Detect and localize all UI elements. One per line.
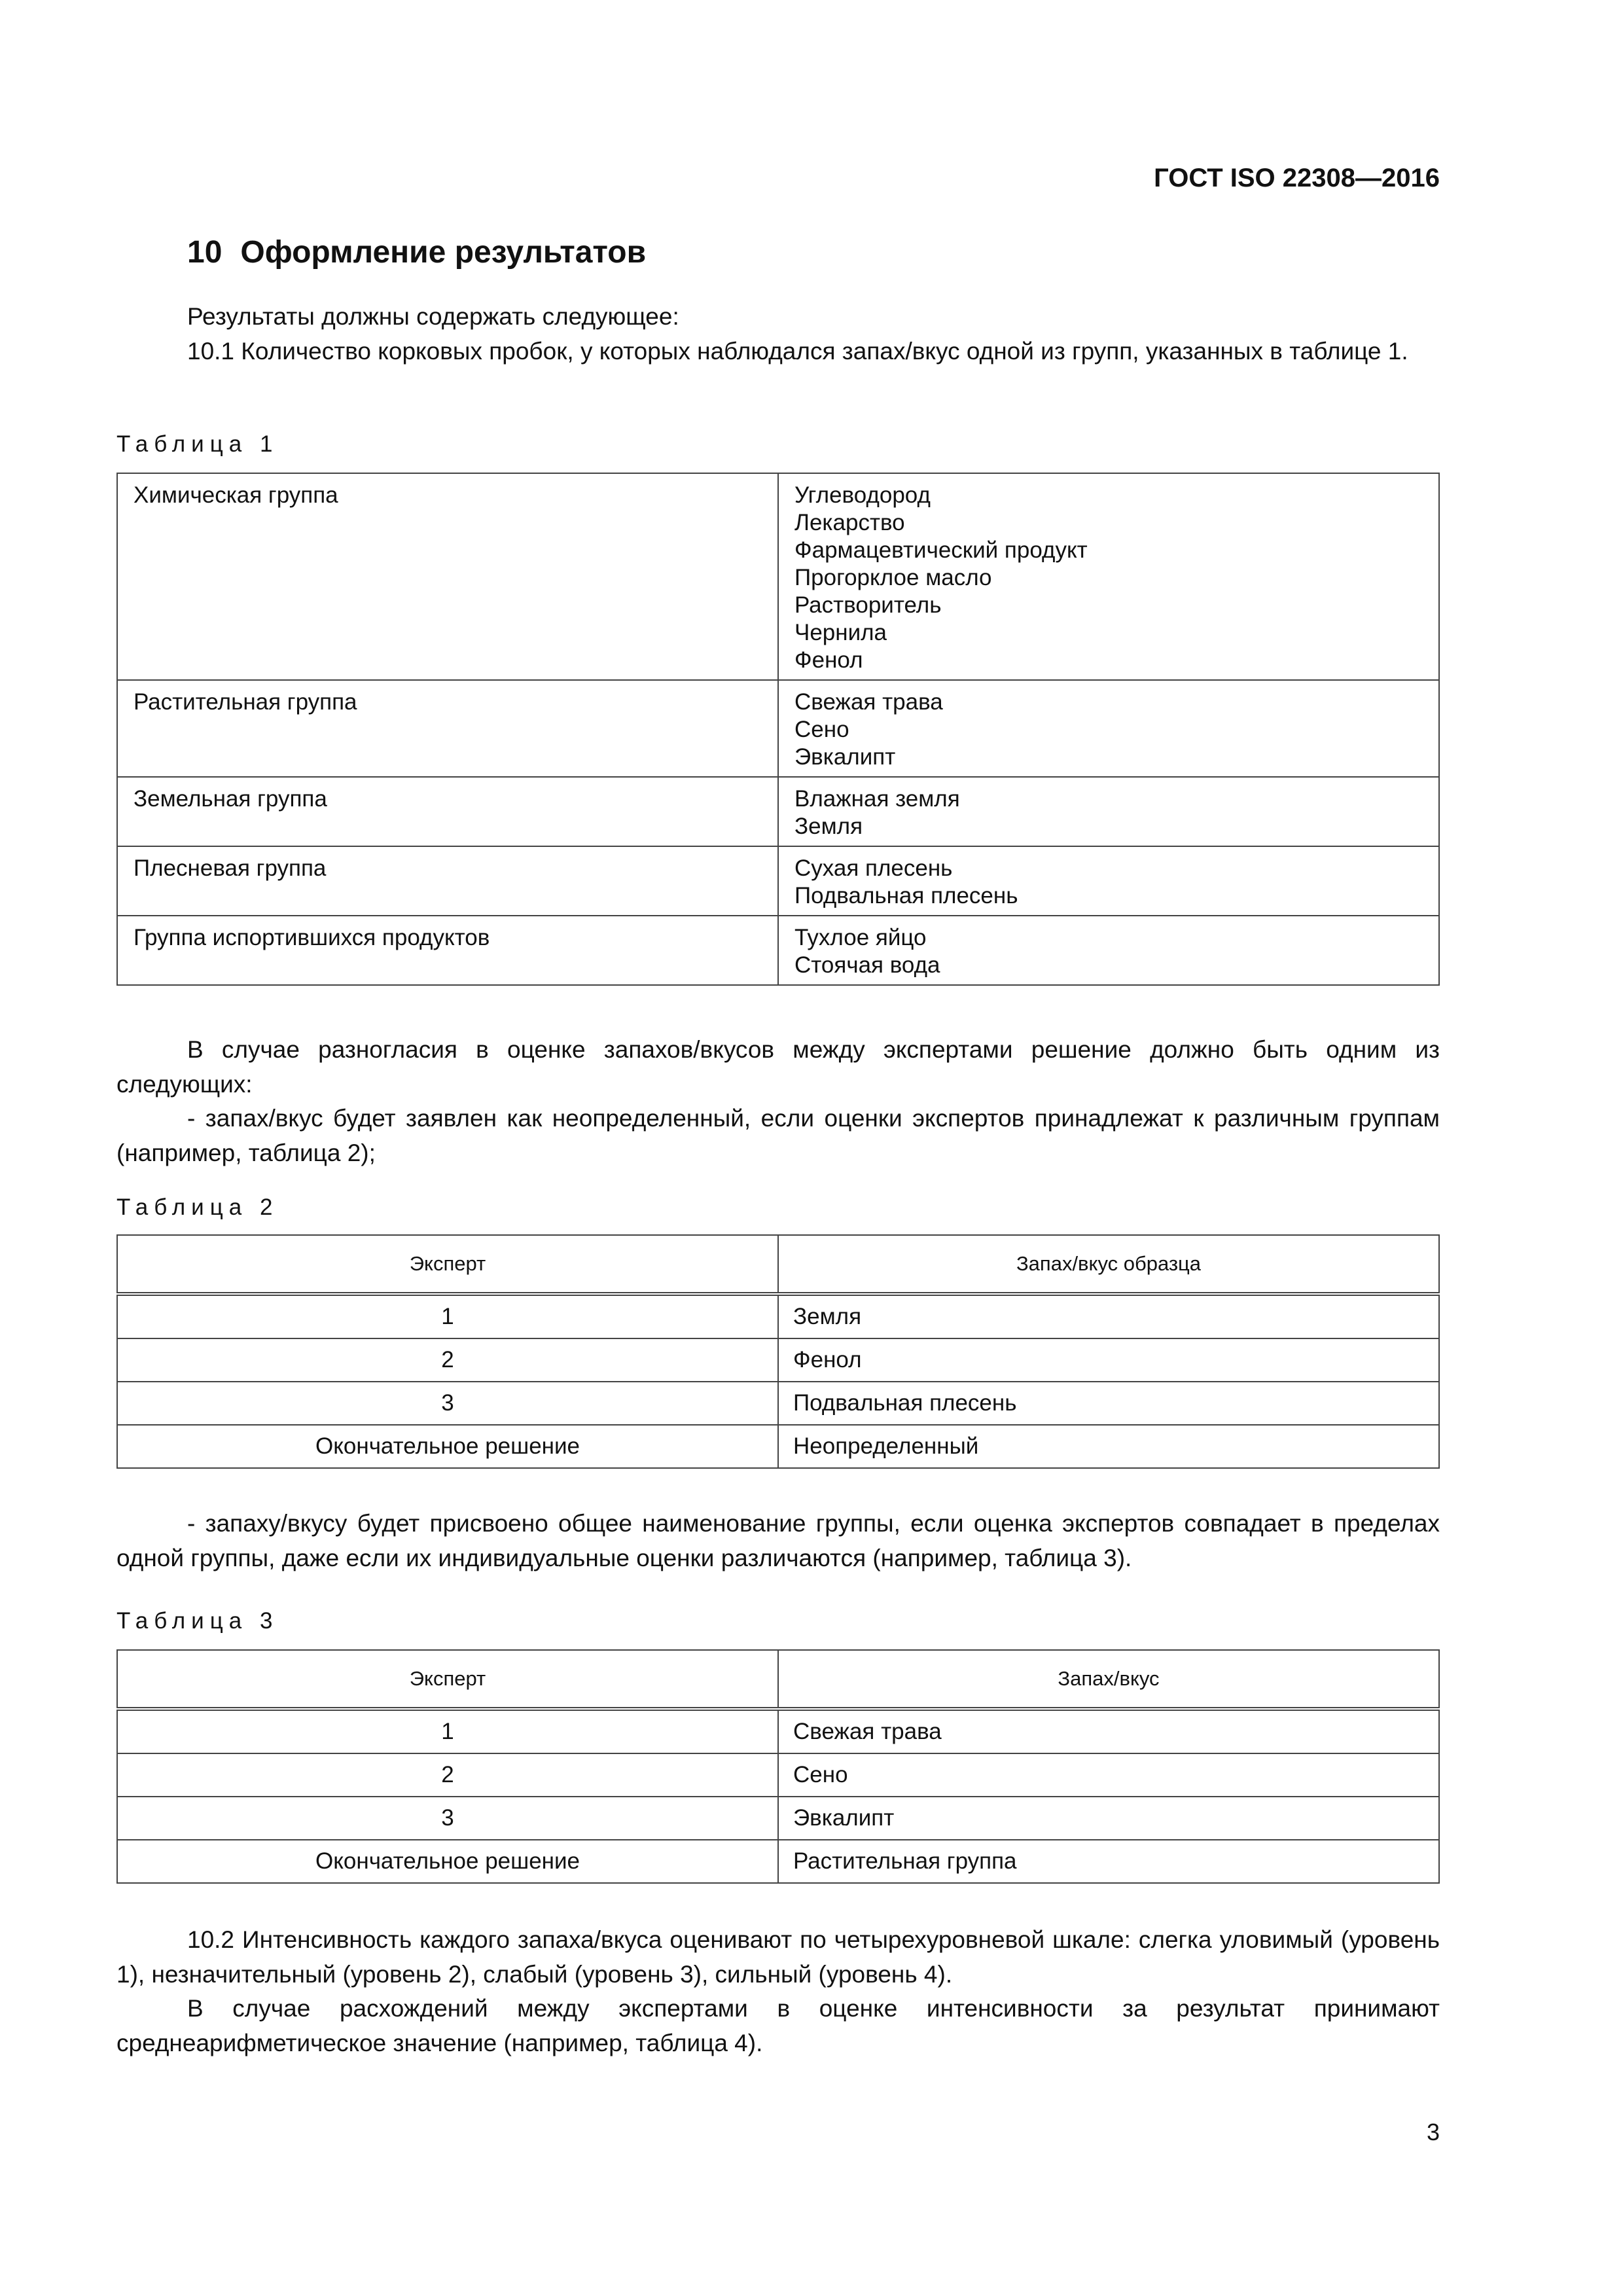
expert-cell: Окончательное решение xyxy=(117,1840,778,1883)
value-cell: Подвальная плесень xyxy=(778,1382,1439,1425)
section-title: Оформление результатов xyxy=(240,235,647,270)
list-item: Растворитель xyxy=(794,592,942,618)
table-row xyxy=(117,1338,1439,1382)
list-item: Чернила xyxy=(794,620,887,645)
expert-cell: 1 xyxy=(117,1709,778,1753)
group-cell: Плесневая группа xyxy=(117,846,778,916)
list-item: Земля xyxy=(794,814,863,839)
table-row xyxy=(117,916,1439,985)
list-item: Тухлое яйцо xyxy=(794,925,927,950)
value-cell: Земля xyxy=(778,1294,1439,1338)
list-item: Влажная земля xyxy=(794,786,960,812)
list-item: Свежая трава xyxy=(794,689,943,715)
table2-wrapper xyxy=(116,1234,1440,1469)
list-item: Стоячая вода xyxy=(794,952,940,978)
value-cell: Эвкалипт xyxy=(778,1797,1439,1840)
table1-wrapper xyxy=(116,473,1440,986)
items-cell xyxy=(778,680,1439,777)
paragraph-10-1: 10.1 Количество корковых пробок, у которых наблюдался запах/вкус одной из групп, указанных в таблице 1. xyxy=(187,337,1408,365)
bullet-group-name: - запаху/вкусу будет присвоено общее наименование группы, если оценка экспертов совпадает в пределах одной группы, даже если их индивидуальные оценки различаются (например, таблица 3). xyxy=(116,1510,1440,1571)
table-row xyxy=(117,1382,1439,1425)
items-cell xyxy=(778,846,1439,916)
group-cell: Земельная группа xyxy=(117,777,778,846)
table2-caption: Таблица 2 xyxy=(116,1194,279,1220)
value-cell: Растительная группа xyxy=(778,1840,1439,1883)
page-number: 3 xyxy=(1426,2119,1440,2145)
bullet2-block xyxy=(116,1507,1440,1575)
value-cell: Неопределенный xyxy=(778,1425,1439,1468)
group-cell: Группа испортившихся продуктов xyxy=(117,916,778,985)
bullet-undetermined: - запах/вкус будет заявлен как неопределенный, если оценки экспертов принадлежат к различным группам (например, таблица 2); xyxy=(116,1105,1440,1166)
list-item: Фармацевтический продукт xyxy=(794,537,1088,563)
standard-header: ГОСТ ISO 22308—2016 xyxy=(1154,164,1440,192)
disagreement-paragraph: В случае разногласия в оценке запахов/вкусов между экспертами решение должно быть одним из следующих: xyxy=(116,1036,1440,1098)
list-item: Эвкалипт xyxy=(794,744,896,770)
table3-wrapper xyxy=(116,1649,1440,1884)
expert-cell: 3 xyxy=(117,1797,778,1840)
expert-cell: 1 xyxy=(117,1294,778,1338)
table3-header-taste: Запах/вкус xyxy=(778,1650,1439,1709)
list-item: Лекарство xyxy=(794,510,905,535)
list-item: Фенол xyxy=(794,647,863,673)
table-row xyxy=(117,1753,1439,1797)
expert-cell: Окончательное решение xyxy=(117,1425,778,1468)
table-row xyxy=(117,846,1439,916)
items-cell xyxy=(778,916,1439,985)
table2 xyxy=(116,1234,1440,1469)
table-row xyxy=(117,1797,1439,1840)
table2-header-expert: Эксперт xyxy=(117,1235,778,1294)
group-cell: Растительная группа xyxy=(117,680,778,777)
value-cell: Свежая трава xyxy=(778,1709,1439,1753)
intro-block xyxy=(116,300,1440,368)
table-row xyxy=(117,1709,1439,1753)
list-item: Углеводород xyxy=(794,482,931,508)
paragraph-intensity: В случае расхождений между экспертами в оценке интенсивности за результат принимают среднеарифметическое значение (например, таблица 4). xyxy=(116,1995,1440,2056)
paragraph-10-2: 10.2 Интенсивность каждого запаха/вкуса оценивают по четырехуровневой шкале: слегка уловимый (уровень 1), незначительный (уровень 2), слабый (уровень 3), сильный (уровень 4). xyxy=(116,1926,1440,1988)
table1 xyxy=(116,473,1440,986)
intro-line: Результаты должны содержать следующее: xyxy=(187,303,679,330)
group-cell: Химическая группа xyxy=(117,473,778,680)
table-row xyxy=(117,1840,1439,1883)
table3-caption: Таблица 3 xyxy=(116,1608,279,1634)
value-cell: Сено xyxy=(778,1753,1439,1797)
table-row xyxy=(117,1294,1439,1338)
paragraph-10-2-block xyxy=(116,1923,1440,2060)
items-cell xyxy=(778,777,1439,846)
expert-cell: 2 xyxy=(117,1338,778,1382)
items-cell xyxy=(778,473,1439,680)
list-item: Сухая плесень xyxy=(794,855,953,881)
list-item: Прогорклое масло xyxy=(794,565,992,590)
disagreement-block xyxy=(116,1033,1440,1170)
expert-cell: 3 xyxy=(117,1382,778,1425)
list-item: Подвальная плесень xyxy=(794,883,1018,908)
value-cell: Фенол xyxy=(778,1338,1439,1382)
table3 xyxy=(116,1649,1440,1884)
table-row xyxy=(117,777,1439,846)
section-number: 10 xyxy=(187,235,223,270)
list-item: Сено xyxy=(794,717,849,742)
table-row xyxy=(117,473,1439,680)
table-row xyxy=(117,1425,1439,1468)
section-heading xyxy=(187,230,646,275)
table1-caption: Таблица 1 xyxy=(116,431,279,457)
expert-cell: 2 xyxy=(117,1753,778,1797)
table-row xyxy=(117,680,1439,777)
table2-header-sample: Запах/вкус образца xyxy=(778,1235,1439,1294)
table3-header-expert: Эксперт xyxy=(117,1650,778,1709)
